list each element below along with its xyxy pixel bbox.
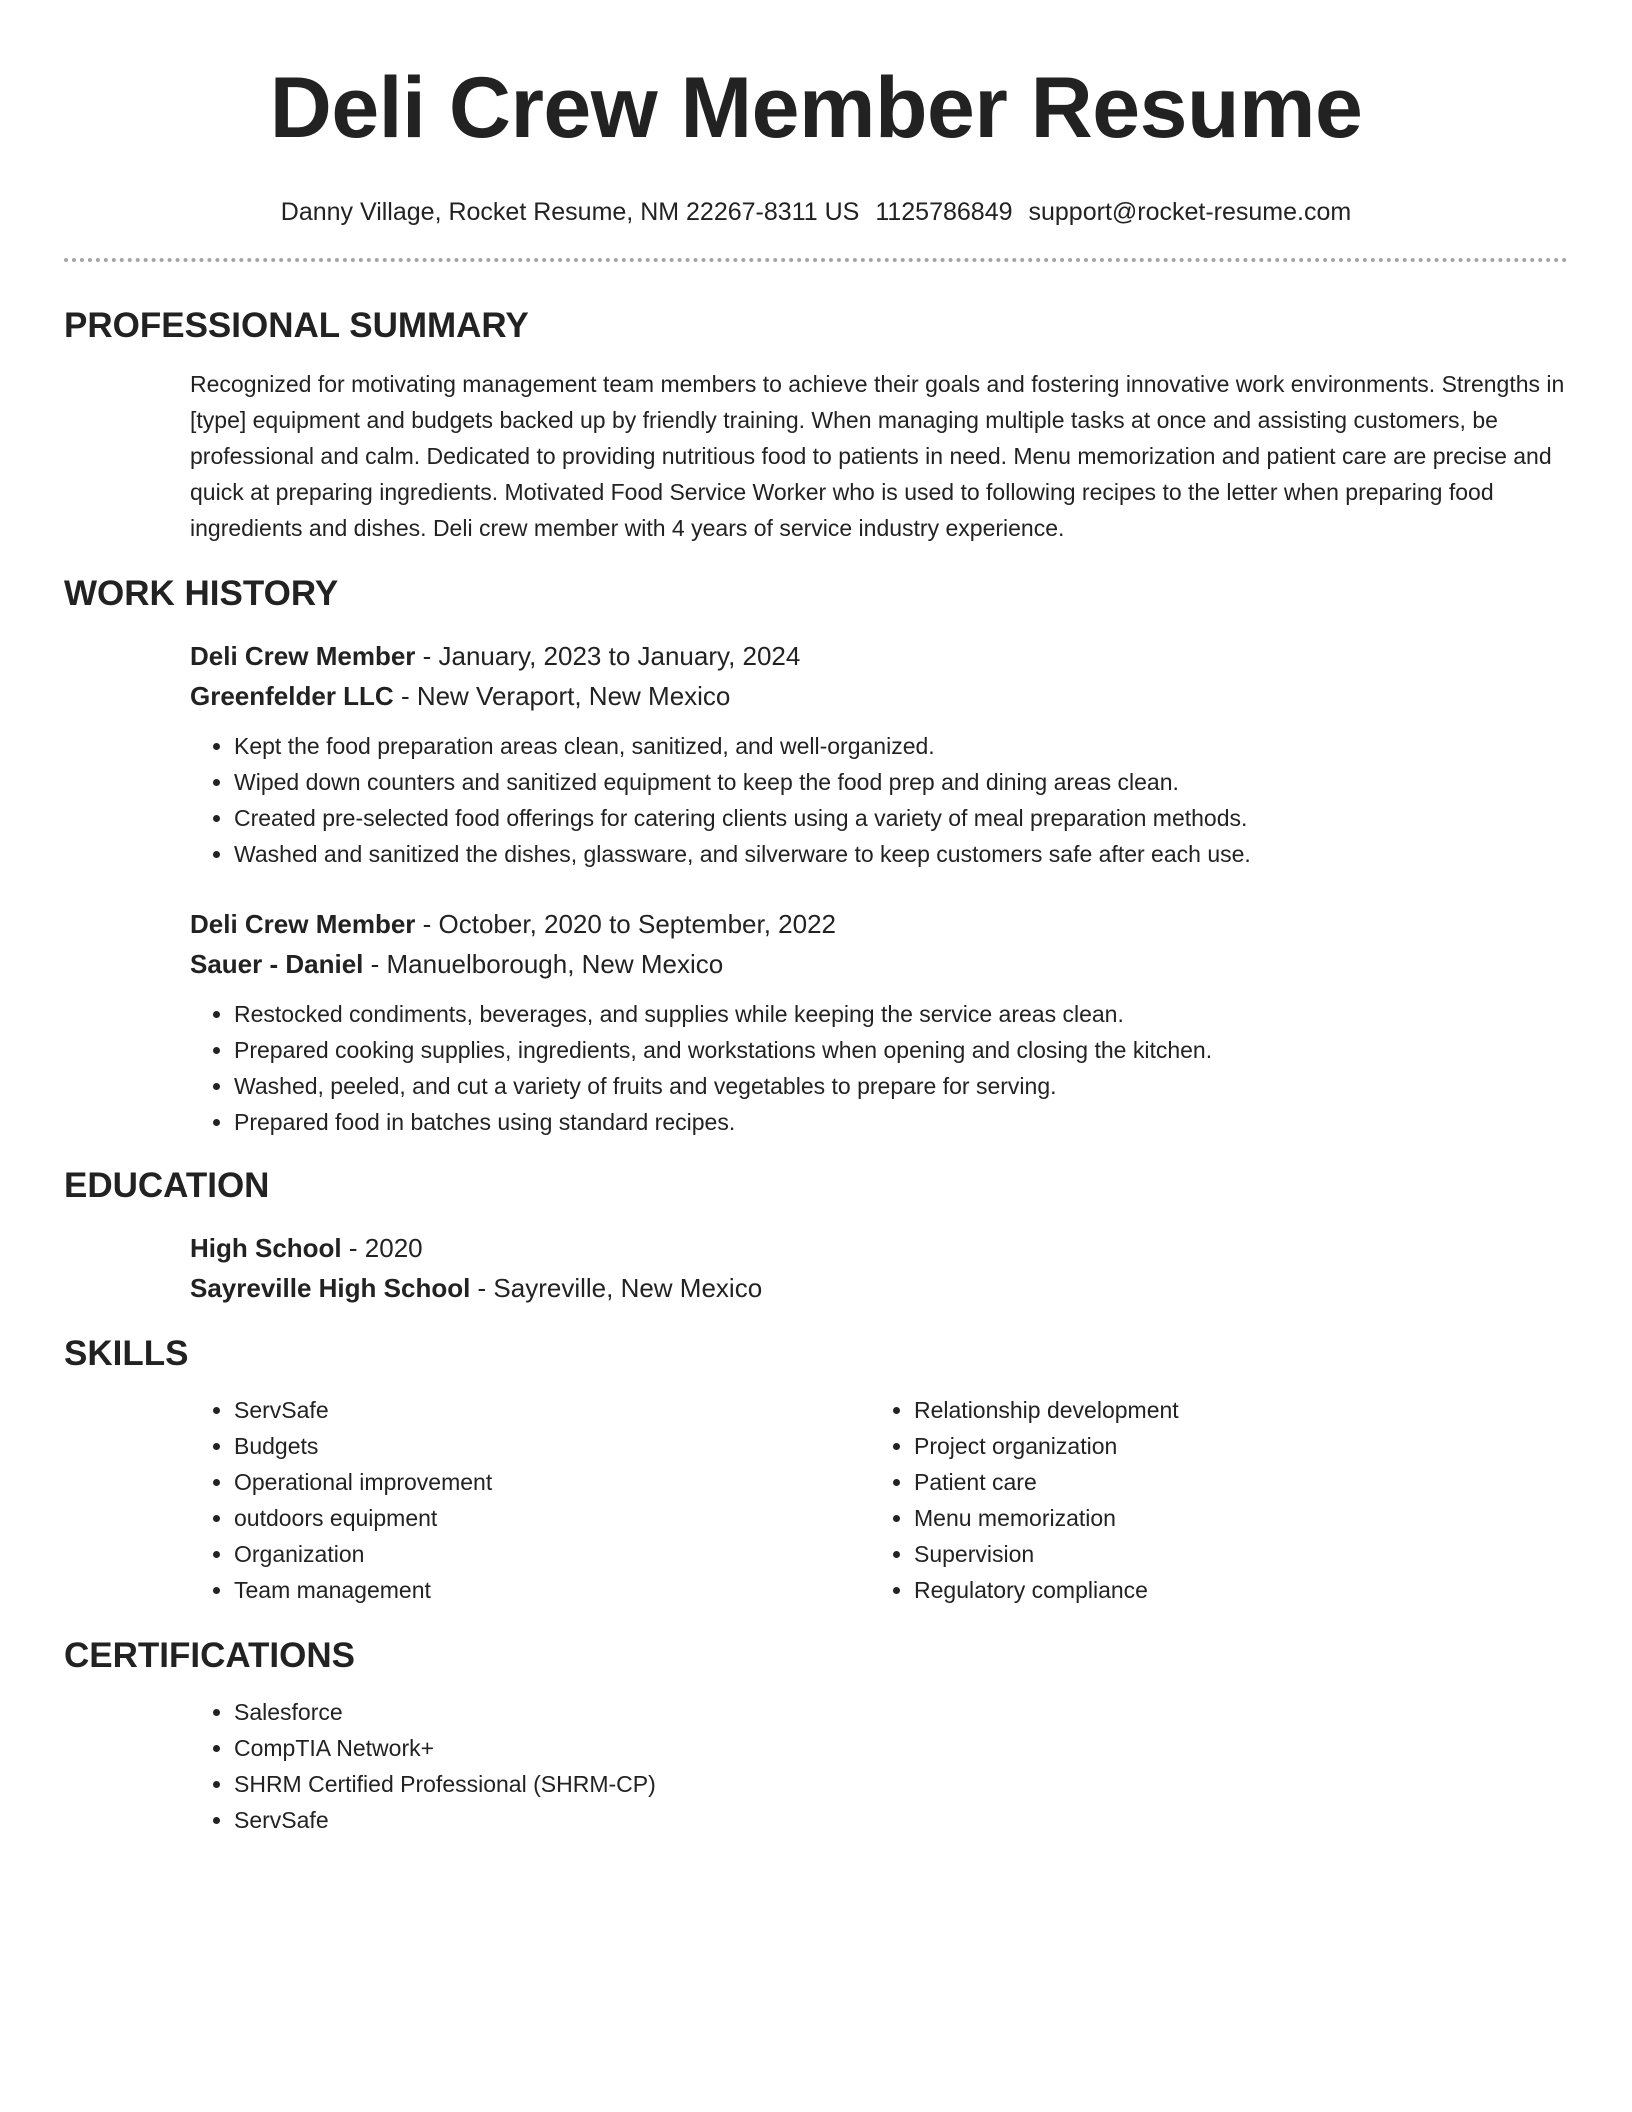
- list-item: • Project organization: [914, 1428, 1550, 1464]
- job-location: - New Veraport, New Mexico: [393, 681, 731, 711]
- job-location: - Manuelborough, New Mexico: [363, 949, 724, 979]
- education-location: - Sayreville, New Mexico: [470, 1273, 763, 1303]
- job-company: Greenfelder LLC: [190, 681, 394, 711]
- job-entry: [190, 904, 1568, 1140]
- summary-section: [64, 366, 1568, 546]
- certifications-section: [64, 1694, 1568, 1838]
- contact-email: support@rocket-resume.com: [1028, 198, 1352, 226]
- education-section: [64, 1228, 1568, 1308]
- skills-column-right: [870, 1392, 1550, 1608]
- list-item: • Washed and sanitized the dishes, glassware, and silverware to keep customers safe after each use.: [234, 836, 1568, 872]
- job-title: Deli Crew Member: [190, 641, 416, 671]
- job-dates: - October, 2020 to September, 2022: [415, 909, 837, 939]
- certifications-list: [190, 1694, 1568, 1838]
- education-school-line: [190, 1268, 1568, 1308]
- skills-heading: SKILLS: [64, 1334, 189, 1373]
- work-history-heading: WORK HISTORY: [64, 574, 339, 613]
- skills-list: [190, 1392, 870, 1608]
- certifications-heading: CERTIFICATIONS: [64, 1636, 356, 1675]
- job-company: Sauer - Daniel: [190, 949, 364, 979]
- summary-text: Recognized for motivating management team members to achieve their goals and fostering innovative work environments. Strengths in [type] equipment and budgets backed up by friendly training. When managing multiple tasks at once and assisting customers, be professional and calm. Dedicated to providing nutritious food to patients in need. Menu memorization and patient care are precise and quick at preparing ingredients. Motivated Food Service Worker who is used to following recipes to the letter when preparing food ingredients and dishes. Deli crew member with 4 years of service industry experience.: [190, 371, 1565, 541]
- list-item: • Organization: [234, 1536, 870, 1572]
- list-item: • Team management: [234, 1572, 870, 1608]
- job-duties: [190, 996, 1568, 1140]
- job-entry: [190, 636, 1568, 872]
- education-school: Sayreville High School: [190, 1273, 471, 1303]
- job-company-line: [190, 676, 1568, 716]
- skills-section: [64, 1392, 1568, 1608]
- job-duties: [190, 728, 1568, 872]
- list-item: • SHRM Certified Professional (SHRM-CP): [234, 1766, 1568, 1802]
- list-item: • Salesforce: [234, 1694, 1568, 1730]
- list-item: • Operational improvement: [234, 1464, 870, 1500]
- header-divider: [64, 258, 1568, 262]
- list-item: • Washed, peeled, and cut a variety of fruits and vegetables to prepare for serving.: [234, 1068, 1568, 1104]
- job-company-line: [190, 944, 1568, 984]
- list-item: • Kept the food preparation areas clean, sanitized, and well-organized.: [234, 728, 1568, 764]
- list-item: • CompTIA Network+: [234, 1730, 1568, 1766]
- list-item: • Regulatory compliance: [914, 1572, 1550, 1608]
- list-item: • Wiped down counters and sanitized equipment to keep the food prep and dining areas clean.: [234, 764, 1568, 800]
- contact-phone: 1125786849: [875, 198, 1013, 226]
- job-title-line: [190, 636, 1568, 676]
- education-heading: EDUCATION: [64, 1166, 270, 1205]
- work-history-section: [64, 636, 1568, 1140]
- job-dates: - January, 2023 to January, 2024: [415, 641, 801, 671]
- list-item: • Menu memorization: [914, 1500, 1550, 1536]
- list-item: • Created pre-selected food offerings for catering clients using a variety of meal preparation methods.: [234, 800, 1568, 836]
- education-degree-line: [190, 1228, 1568, 1268]
- list-item: • Patient care: [914, 1464, 1550, 1500]
- list-item: • Budgets: [234, 1428, 870, 1464]
- list-item: • Relationship development: [914, 1392, 1550, 1428]
- contact-line: [64, 196, 1568, 228]
- summary-heading: PROFESSIONAL SUMMARY: [64, 306, 529, 345]
- job-title-line: [190, 904, 1568, 944]
- skills-column-left: [190, 1392, 870, 1608]
- education-year: - 2020: [341, 1233, 423, 1263]
- list-item: • Prepared food in batches using standard recipes.: [234, 1104, 1568, 1140]
- list-item: • Supervision: [914, 1536, 1550, 1572]
- education-degree: High School: [190, 1233, 342, 1263]
- list-item: • Prepared cooking supplies, ingredients, and workstations when opening and closing the kitchen.: [234, 1032, 1568, 1068]
- list-item: • outdoors equipment: [234, 1500, 870, 1536]
- skills-list: [870, 1392, 1550, 1608]
- list-item: • ServSafe: [234, 1392, 870, 1428]
- contact-address: Danny Village, Rocket Resume, NM 22267-8311 US: [280, 198, 860, 226]
- list-item: • Restocked condiments, beverages, and supplies while keeping the service areas clean.: [234, 996, 1568, 1032]
- resume-title: Deli Crew Member Resume: [269, 60, 1363, 156]
- list-item: • ServSafe: [234, 1802, 1568, 1838]
- job-title: Deli Crew Member: [190, 909, 416, 939]
